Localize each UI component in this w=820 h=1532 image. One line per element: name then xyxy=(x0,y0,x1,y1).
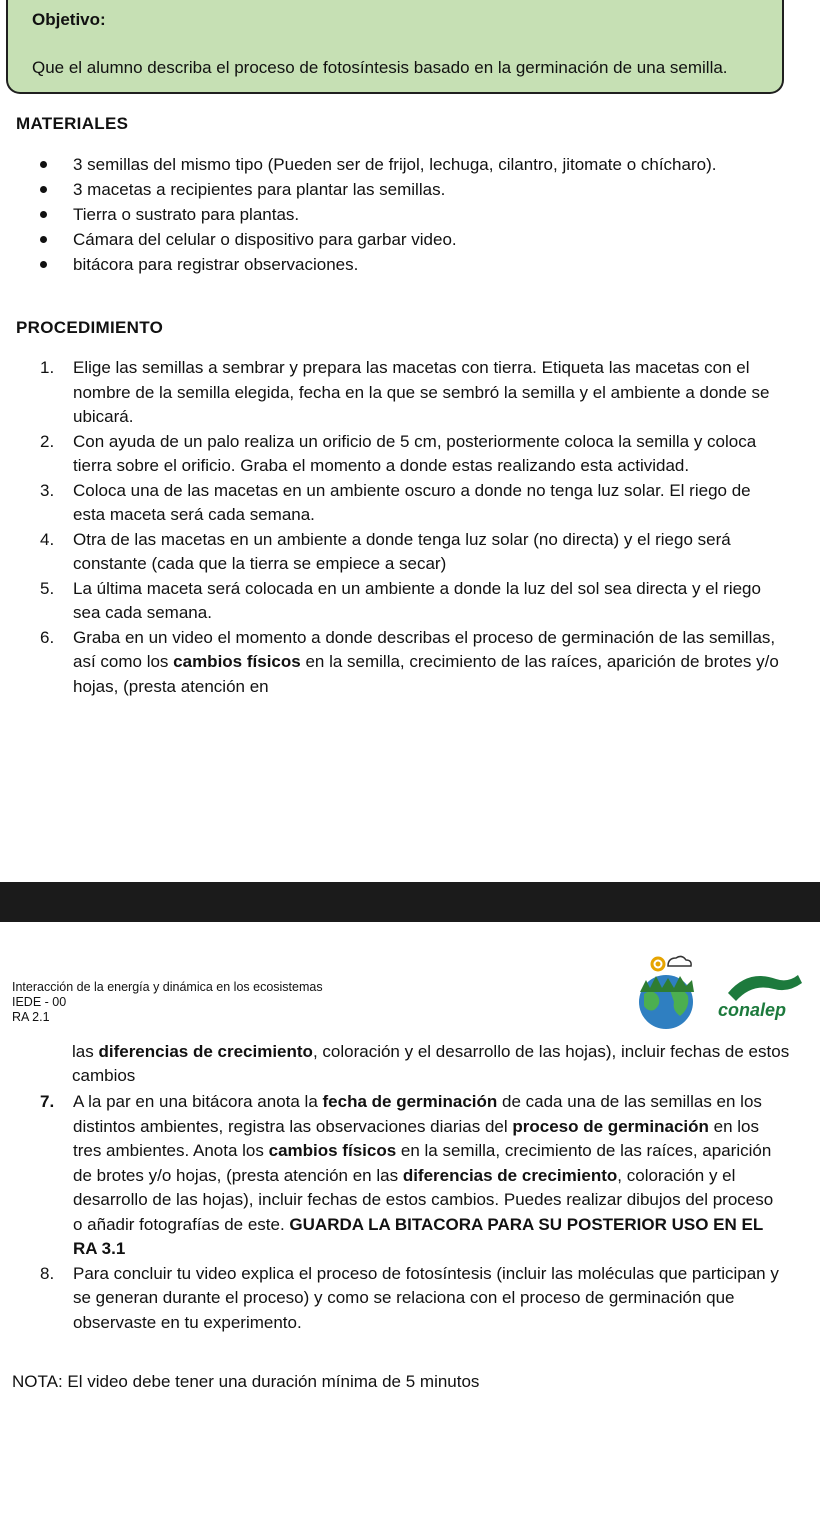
step-text: Coloca una de las macetas en un ambiente oscuro a donde no tenga luz solar. El riego de esta maceta será cada semana. xyxy=(73,480,751,524)
procedure-step xyxy=(40,430,785,479)
objective-title: Objetivo: xyxy=(32,10,106,29)
page-header-info xyxy=(12,980,323,1025)
text-part: de cada una de las semillas en los distintos ambientes, registra las observaciones diarias del xyxy=(73,1092,762,1136)
ecosystem-globe-icon xyxy=(622,950,712,1030)
ra-code: RA 2.1 xyxy=(12,1010,50,1024)
text-bold: proceso de germinación xyxy=(512,1116,709,1136)
step-number: 4. xyxy=(40,529,55,549)
step-text xyxy=(73,1092,773,1258)
step-number: 1. xyxy=(40,358,55,377)
step-number: 7. xyxy=(40,1092,55,1111)
step-text-part: Graba en un video el momento a donde describas el proceso de germinación de las semillas, así como los xyxy=(73,627,776,671)
procedure-step xyxy=(40,356,785,430)
text-part: A la par en una bitácora anota la xyxy=(73,1092,323,1111)
objective-box xyxy=(6,0,784,94)
step-text: La última maceta será colocada en un ambiente a donde la luz del sol sea directa y el riego sea cada semana. xyxy=(73,578,761,622)
procedure-list-continued xyxy=(40,1090,785,1335)
text-part: en los tres ambientes. Anota los xyxy=(73,1116,759,1160)
procedure-step xyxy=(40,1262,785,1336)
step-number: 6. xyxy=(40,627,55,647)
text-part: , coloración y el desarrollo de las hojas), incluir fechas de estos cambios. Puedes realizar dibujos del proceso o añadir fotografías de este. xyxy=(73,1165,774,1234)
procedure-step xyxy=(40,626,785,700)
list-item: 3 semillas del mismo tipo (Pueden ser de frijol, lechuga, cilantro, jitomate o chícharo). xyxy=(40,152,780,177)
step-text-bold: cambios físicos xyxy=(173,652,301,671)
list-item: 3 macetas a recipientes para plantar las semillas. xyxy=(40,177,780,202)
procedure-list xyxy=(40,356,785,699)
procedure-step xyxy=(40,1090,785,1262)
text-part: , coloración y el desarrollo de las hojas), incluir fechas de estos cambios xyxy=(72,1042,790,1085)
objective-text: Que el alumno describa el proceso de fotosíntesis basado en la germinación de una semilla. xyxy=(32,58,728,77)
module-title: Interacción de la energía y dinámica en los ecosistemas xyxy=(12,980,323,994)
text-part: en la semilla, crecimiento de las raíces, aparición de brotes y/o hojas, (presta atención en las xyxy=(73,1141,772,1185)
conalep-wordmark: conalep xyxy=(718,1000,787,1020)
list-item: bitácora para registrar observaciones. xyxy=(40,252,780,277)
step-text: Para concluir tu video explica el proceso de fotosíntesis (incluir las moléculas que participan y se generan durante el proceso) y como se relaciona con el proceso de germinación que observaste en tu experimento. xyxy=(73,1263,779,1332)
text-bold: diferencias de crecimiento xyxy=(98,1042,313,1061)
page-gap xyxy=(0,922,820,932)
page-break-band xyxy=(0,882,820,922)
procedure-step xyxy=(40,479,785,528)
text-part: las xyxy=(72,1042,99,1061)
procedure-heading: PROCEDIMIENTO xyxy=(16,318,164,337)
step-number: 2. xyxy=(40,431,55,451)
procedure-step xyxy=(40,528,785,577)
step-6-continuation xyxy=(72,1040,792,1088)
text-bold: cambios físicos xyxy=(268,1141,397,1160)
step-text xyxy=(73,628,779,696)
step-text-part: en la semilla, crecimiento de las raíces, aparición de brotes y/o hojas, (presta atención en xyxy=(73,652,779,696)
step-number: 5. xyxy=(40,578,55,598)
text-bold: fecha de germinación xyxy=(322,1092,498,1111)
note-text: NOTA: El video debe tener una duración mínima de 5 minutos xyxy=(12,1372,480,1391)
step-number: 8. xyxy=(40,1263,55,1283)
step-text: Con ayuda de un palo realiza un orificio de 5 cm, posteriormente coloca la semilla y coloca tierra sobre el orificio. Graba el momento a donde estas realizando esta actividad. xyxy=(73,431,757,475)
step-text: Elige las semillas a sembrar y prepara las macetas con tierra. Etiqueta las macetas con el nombre de la semilla elegida, fecha en la que se sembró la semilla y el ambiente a donde se ubicará. xyxy=(73,358,770,426)
text-bold: GUARDA LA BITACORA PARA SU POSTERIOR USO EN EL RA 3.1 xyxy=(73,1214,763,1258)
text-bold: diferencias de crecimiento xyxy=(402,1165,618,1185)
step-text: Otra de las macetas en un ambiente a donde tenga luz solar (no directa) y el riego será constante (cada que la tierra se empiece a secar) xyxy=(73,529,731,573)
step-number: 3. xyxy=(40,480,55,500)
list-item: Tierra o sustrato para plantas. xyxy=(40,202,780,227)
procedure-step xyxy=(40,577,785,626)
materials-list xyxy=(40,152,780,277)
materials-heading: MATERIALES xyxy=(16,114,129,133)
module-code: IEDE - 00 xyxy=(12,995,67,1009)
list-item: Cámara del celular o dispositivo para garbar video. xyxy=(40,227,780,252)
